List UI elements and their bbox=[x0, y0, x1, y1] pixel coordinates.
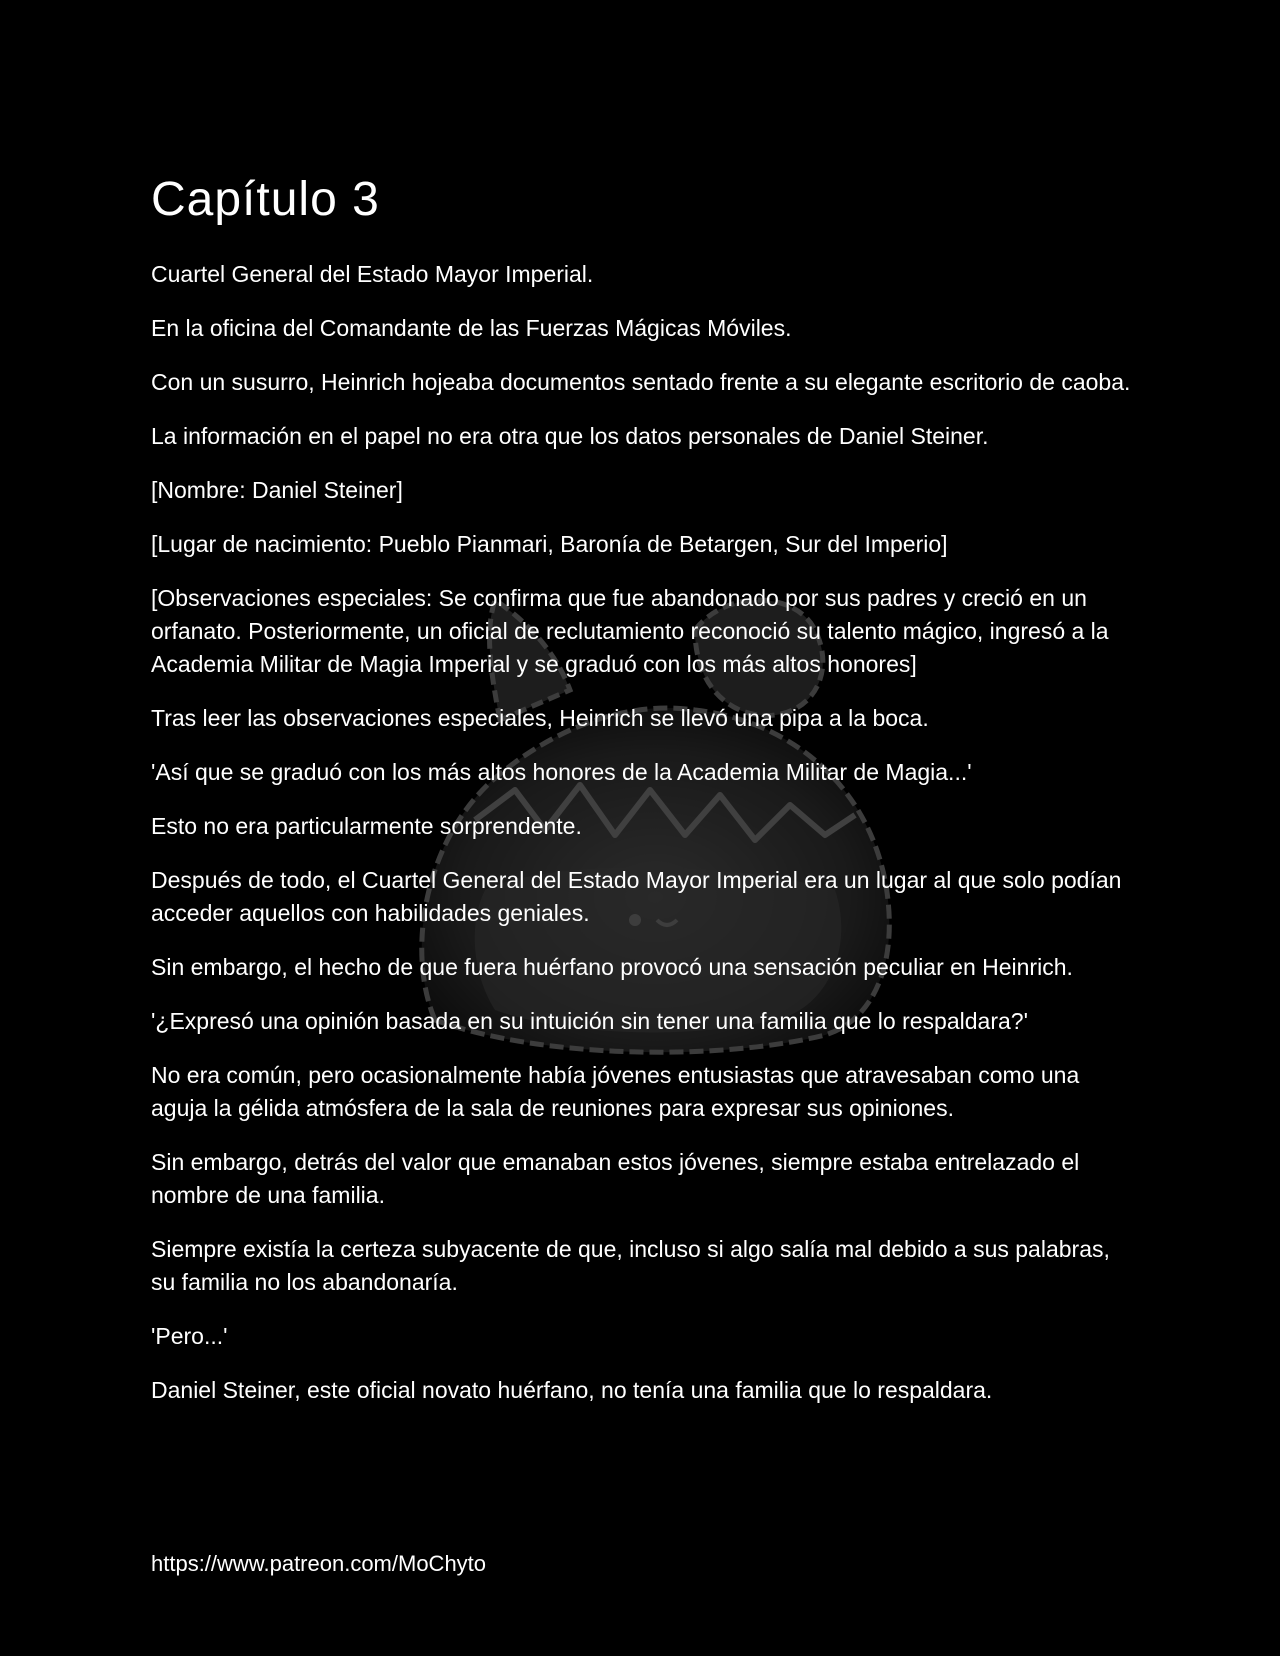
paragraph: La información en el papel no era otra que los datos personales de Daniel Steiner. bbox=[151, 423, 989, 449]
paragraph: No era común, pero ocasionalmente había jóvenes entusiastas que atravesaban como una aguja la gélida atmósfera de la sala de reuniones para expresar sus opiniones. bbox=[151, 1062, 1080, 1121]
paragraph: [Lugar de nacimiento: Pueblo Pianmari, Baronía de Betargen, Sur del Imperio] bbox=[151, 531, 948, 557]
paragraph: En la oficina del Comandante de las Fuerzas Mágicas Móviles. bbox=[151, 315, 792, 341]
paragraph: Tras leer las observaciones especiales, Heinrich se llevó una pipa a la boca. bbox=[151, 705, 929, 731]
paragraph: Siempre existía la certeza subyacente de que, incluso si algo salía mal debido a sus palabras, su familia no los abandonaría. bbox=[151, 1236, 1110, 1295]
paragraph: [Nombre: Daniel Steiner] bbox=[151, 477, 403, 503]
chapter-content bbox=[151, 170, 1136, 1428]
paragraph: Sin embargo, detrás del valor que emanaban estos jóvenes, siempre estaba entrelazado el nombre de una familia. bbox=[151, 1149, 1080, 1208]
paragraph: 'Así que se graduó con los más altos honores de la Academia Militar de Magia...' bbox=[151, 759, 972, 785]
paragraph: [Observaciones especiales: Se confirma que fue abandonado por sus padres y creció en un orfanato. Posteriormente, un oficial de reclutamiento reconoció su talento mágico, ingresó a la Academia Militar de Magia Imperial y se graduó con los más altos honores] bbox=[151, 585, 1109, 677]
paragraph: '¿Expresó una opinión basada en su intuición sin tener una familia que lo respaldara?' bbox=[151, 1008, 1028, 1034]
paragraph: Con un susurro, Heinrich hojeaba documentos sentado frente a su elegante escritorio de caoba. bbox=[151, 369, 1131, 395]
paragraph: Después de todo, el Cuartel General del Estado Mayor Imperial era un lugar al que solo podían acceder aquellos con habilidades geniales. bbox=[151, 867, 1122, 926]
paragraph: Sin embargo, el hecho de que fuera huérfano provocó una sensación peculiar en Heinrich. bbox=[151, 954, 1073, 980]
paragraph: Daniel Steiner, este oficial novato huérfano, no tenía una familia que lo respaldara. bbox=[151, 1377, 993, 1403]
paragraph: Esto no era particularmente sorprendente. bbox=[151, 813, 582, 839]
patreon-link[interactable]: https://www.patreon.com/MoChyto bbox=[151, 1551, 487, 1576]
chapter-title: Capítulo 3 bbox=[151, 173, 380, 226]
paragraph: Cuartel General del Estado Mayor Imperial. bbox=[151, 261, 594, 287]
paragraph: 'Pero...' bbox=[151, 1323, 228, 1349]
